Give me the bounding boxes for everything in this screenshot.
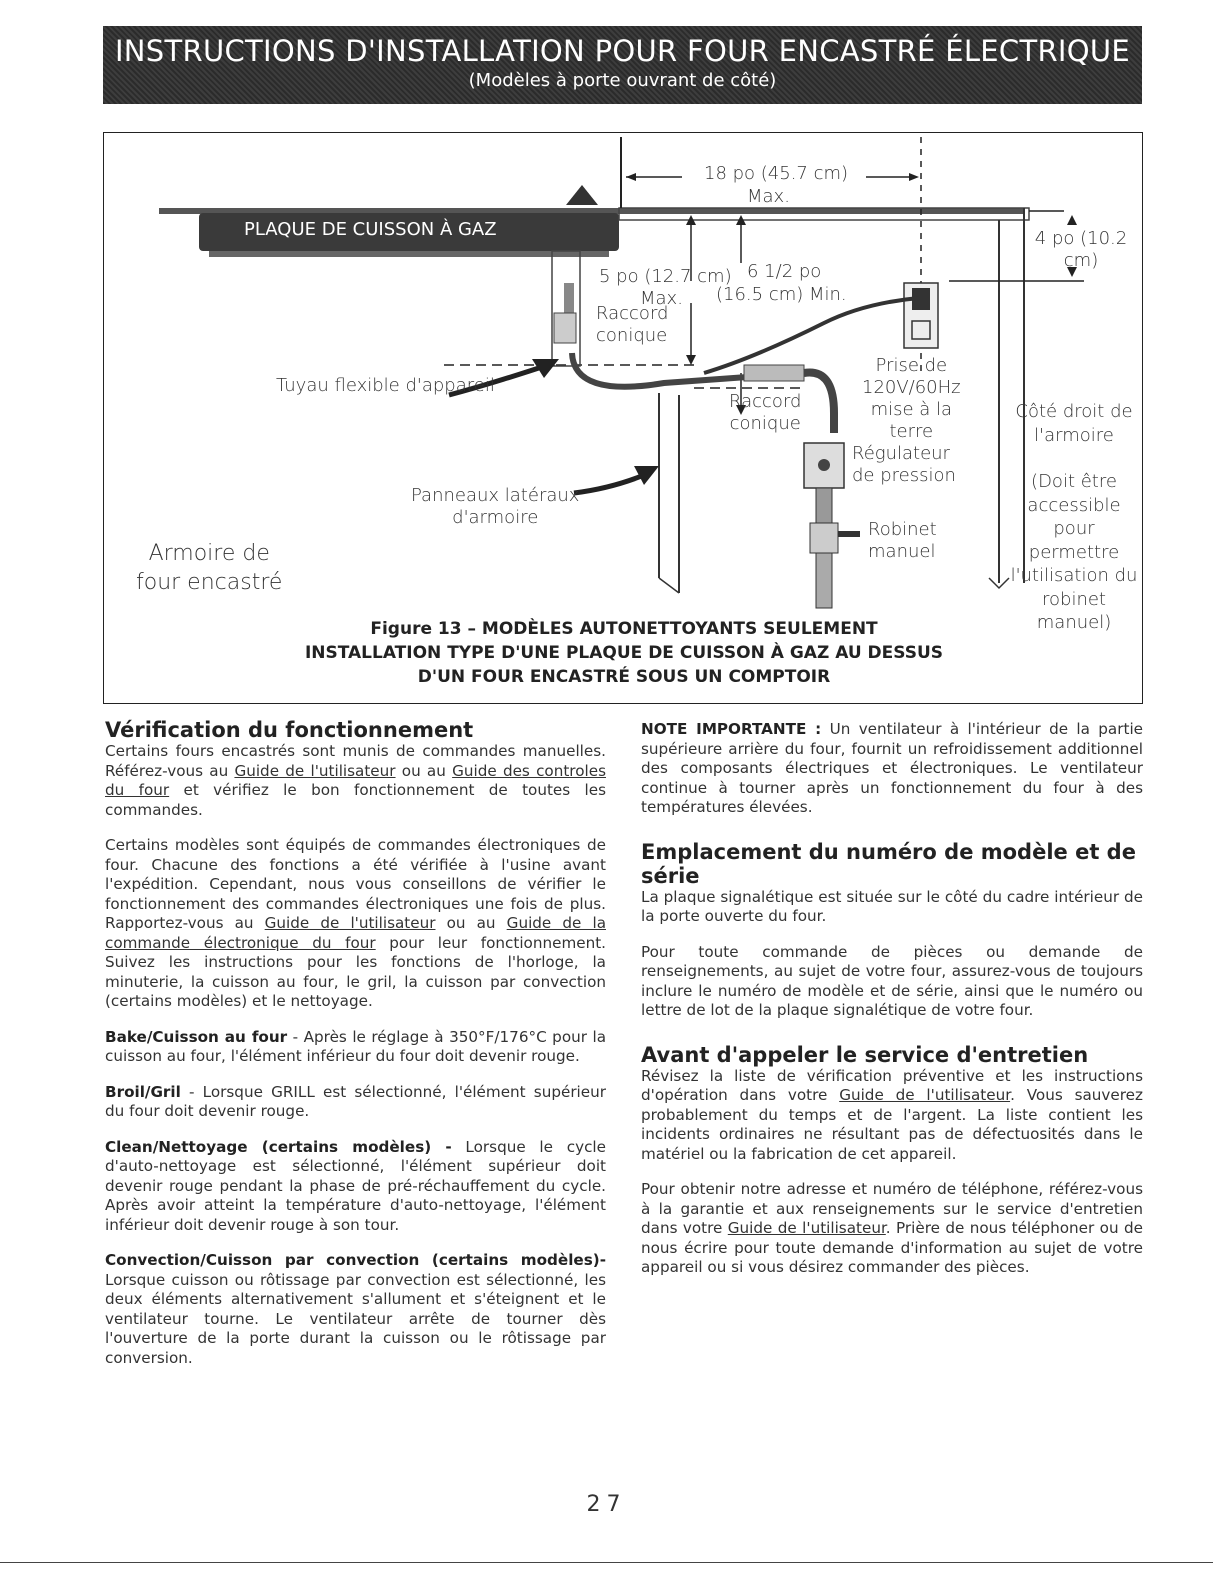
dim-4-label: 4 po (10.2 cm) [1034, 228, 1128, 271]
figure-caption-1: Figure 13 – MODÈLES AUTONETTOYANTS SEULEMENT [370, 619, 878, 639]
left-column [105, 718, 606, 1368]
tuyau-label: Tuyau flexible d'appareil [276, 375, 495, 396]
installation-figure [103, 132, 1143, 704]
figure-caption-2: INSTALLATION TYPE D'UNE PLAQUE DE CUISSON À GAZ AU DESSUS [304, 643, 944, 663]
page-banner [103, 26, 1142, 104]
heading-verification: Vérification du fonctionnement [105, 718, 474, 742]
dim-5-label: 5 po (12.7 cm) [599, 266, 732, 287]
cooktop-label: PLAQUE DE CUISSON À GAZ [244, 219, 497, 240]
para-emplacement-1: La plaque signalétique est située sur le côté du cadre intérieur de la porte ouverte du four. [641, 887, 1143, 925]
guide-utilisateur-ref-4: Guide de l'utilisateur [727, 1219, 886, 1237]
right-column [641, 720, 1143, 1278]
raccord-conique-top: Raccord conique [596, 303, 669, 346]
para-clean: Clean/Nettoyage (certains modèles) - Lorsque le cycle d'auto-nettoyage est sélectionné, l'élément supérieur doit devenir rouge pendant la phase de pré-réchauffement du cycle. Après avoir atteint la température d'auto-nettoyage, l'élément inférieur doit devenir rouge à son tour. [105, 1137, 606, 1234]
para-service-1: Révisez la liste de vérification préventive et les instructions d'opération dans votre Guide de l'utilisateur. Vous sauverez probablement du temps et de l'argent. La liste contient les incidents ordinaires ne résultant pas de défectuosités dans le matériel ou la fabrication de cet appareil. [641, 1066, 1143, 1163]
para-service-2: Pour obtenir notre adresse et numéro de téléphone, référez-vous à la garantie et aux renseignements sur le service d'entretien dans votre Guide de l'utilisateur. Prière de nous téléphoner ou de nous écrire pour toute demande d'information au sujet de votre appareil ou si vous désirez commander des pièces. [641, 1180, 1143, 1276]
para-emplacement-2: Pour toute commande de pièces ou demande de renseignements, au sujet de votre four, assurez-vous de toujours inclure le numéro de modèle et de série, ainsi que le numéro ou lettre de lot de la plaque signalétique de votre four. [641, 942, 1143, 1019]
dim-18-label: 18 po (45.7 cm) [704, 163, 849, 184]
banner-subtitle: (Modèles à porte ouvrant de côté) [468, 70, 777, 91]
para-note: NOTE IMPORTANTE : Un ventilateur à l'intérieur de la partie supérieure arrière du four, fournit un refroidissement additionnel des composants électriques et électroniques. Le ventilateur continue à tourner après un fonctionnement du four à des températures élevées. [641, 720, 1144, 816]
robinet-label: Robinet manuel [868, 519, 937, 562]
regulateur-label: Régulateur de pression [852, 443, 956, 486]
cote-droit-label: Côté droit de l'armoire (Doit être accessible pour permettre l'utilisation du robinet manuel) [1010, 401, 1138, 633]
heading-service: Avant d'appeler le service d'entretien [641, 1042, 1089, 1067]
para-broil: Broil/Gril - Lorsque GRILL est sélectionné, l'élément supérieur du four doit devenir rouge. [105, 1082, 606, 1120]
raccord-conique-bottom: Raccord conique [729, 391, 802, 434]
guide-utilisateur-ref-2: Guide de l'utilisateur [264, 914, 436, 932]
panneaux-label: Panneaux latéraux d'armoire [411, 485, 580, 528]
para-verification-1: Certains fours encastrés sont munis de commandes manuelles. Référez-vous au Guide de l'utilisateur ou au Guide des controles du four et vérifiez le bon fonctionnement de toutes les commandes. [105, 742, 606, 819]
heading-emplacement: Emplacement du numéro de modèle et de série [641, 839, 1136, 888]
prise-label: Prise de 120V/60Hz mise à la terre [862, 355, 961, 442]
bottom-rule [0, 1562, 1213, 1563]
guide-utilisateur-ref: Guide de l'utilisateur [234, 761, 396, 780]
guide-commande-ref: Guide de la commande électronique du four [105, 914, 606, 952]
para-verification-2: Certains modèles sont équipés de commandes électroniques de four. Chacune des fonctions a été vérifiée à l'usine avant l'expédition. Cependant, nous vous conseillons de vérifier le fonctionnement des commandes électroniques une fois de plus. Rapportez-vous au Guide de l'utilisateur ou au Guide de la commande électronique du four pour leur fonctionnement. Suivez les instructions pour les fonctions de l'horloge, la minuterie, la cuisson au four, le gril, la cuisson par convection (certains modèles) et le nettoyage. [105, 836, 606, 1010]
para-bake: Bake/Cuisson au four - Après le réglage à 350°F/176°C pour la cuisson au four, l'élément inférieur du four doit devenir rouge. [105, 1027, 606, 1065]
dim-6-label: 6 1/2 po [747, 261, 822, 282]
figure-caption-3: D'UN FOUR ENCASTRÉ SOUS UN COMPTOIR [417, 667, 831, 687]
guide-utilisateur-ref-3: Guide de l'utilisateur [839, 1086, 1011, 1104]
dim-6-min-label: (16.5 cm) Min. [716, 284, 847, 305]
page-number: 27 [586, 1492, 627, 1517]
dim-18-max-label: Max. [747, 186, 790, 207]
guide-controles-ref: Guide des controles du four [105, 761, 606, 799]
armoire-label: Armoire de four encastré [136, 541, 283, 595]
dim-5-max-label: Max. [640, 288, 683, 309]
banner-title: INSTRUCTIONS D'INSTALLATION POUR FOUR ENCASTRÉ ÉLECTRIQUE [114, 34, 1131, 68]
para-convection: Convection/Cuisson par convection (certains modèles)- Lorsque cuisson ou rôtissage par convection est sélectionné, les deux éléments alternativement s'allument et s'éteignent et le ventilateur tourne. Le ventilateur arrête de tourner dès l'ouverture de la porte durant la cuisson ou le rôtissage par conversion. [105, 1251, 606, 1367]
